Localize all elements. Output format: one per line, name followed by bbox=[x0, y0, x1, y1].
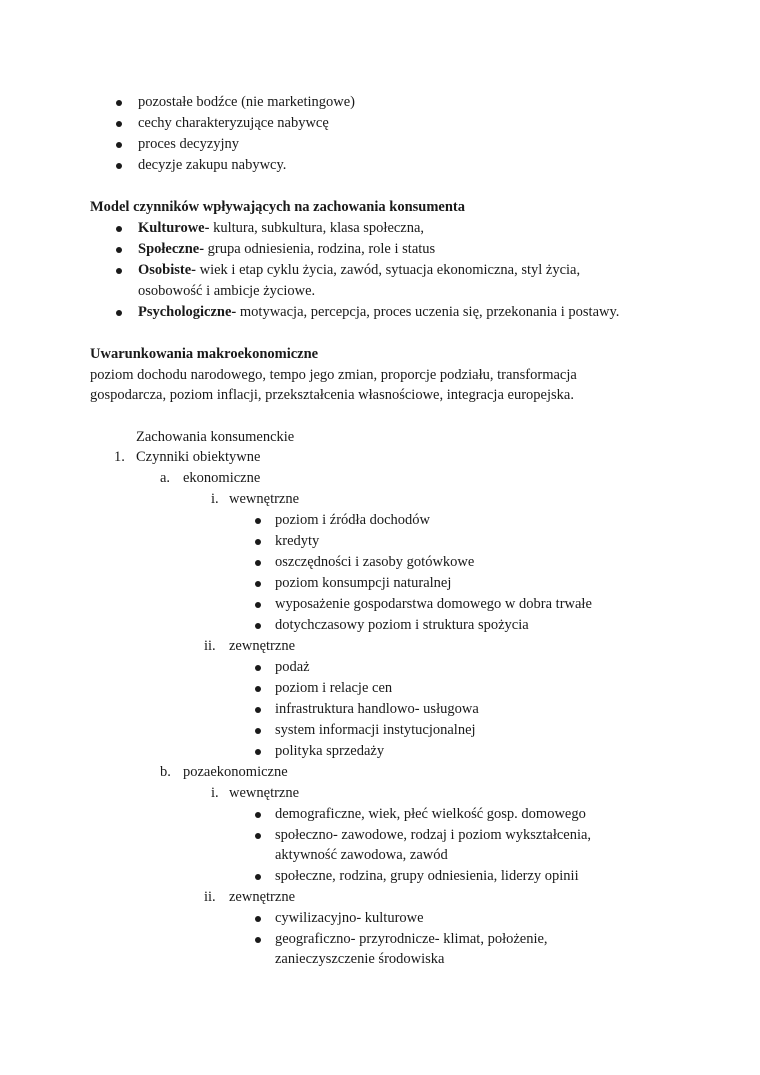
outline-level3-label: zewnętrzne bbox=[229, 638, 296, 654]
bullet-icon bbox=[255, 539, 261, 545]
model-item bbox=[138, 302, 619, 323]
bullet-icon bbox=[116, 247, 122, 253]
outline-roman: ii. bbox=[204, 638, 216, 654]
bullet-icon bbox=[116, 268, 122, 274]
macro-text: poziom dochodu narodowego, tempo jego zmian, proporcje podziału, transformacja bbox=[90, 367, 577, 383]
bullet-icon bbox=[255, 518, 261, 524]
outline-bullet-text: poziom i źródła dochodów bbox=[275, 512, 431, 528]
bullet-icon bbox=[255, 665, 261, 671]
bullet-icon bbox=[255, 749, 261, 755]
model-item-text: wiek i etap cyklu życia, zawód, sytuacja ekonomiczna, styl życia, bbox=[196, 262, 581, 278]
outline-roman: i. bbox=[211, 785, 219, 801]
outline-bullet-text: podaż bbox=[275, 659, 310, 675]
model-item-text: kultura, subkultura, klasa społeczna, bbox=[209, 220, 425, 236]
outline-roman: ii. bbox=[204, 889, 216, 905]
intro-bullet-text: decyzje zakupu nabywcy. bbox=[138, 157, 287, 173]
model-item-label: Kulturowe- bbox=[138, 220, 210, 236]
bullet-icon bbox=[255, 707, 261, 713]
outline-bullet-text: oszczędności i zasoby gotówkowe bbox=[275, 554, 475, 570]
outline-level3-label: wewnętrzne bbox=[229, 785, 300, 801]
model-item-label: Społeczne- bbox=[138, 241, 205, 257]
model-item bbox=[138, 260, 580, 281]
bullet-icon bbox=[116, 121, 122, 127]
outline-bullet-text: poziom i relacje cen bbox=[275, 680, 393, 696]
bullet-icon bbox=[116, 163, 122, 169]
outline-bullet-text: infrastruktura handlowo- usługowa bbox=[275, 701, 479, 717]
outline-letter: b. bbox=[160, 764, 171, 780]
bullet-icon bbox=[116, 142, 122, 148]
outline-bullet-text: kredyty bbox=[275, 533, 320, 549]
model-item-label: Osobiste- bbox=[138, 262, 196, 278]
model-item bbox=[138, 239, 435, 260]
outline-bullet-text: poziom konsumpcji naturalnej bbox=[275, 575, 452, 591]
model-item-text: motywacja, percepcja, proces uczenia się, przekonania i postawy. bbox=[236, 304, 620, 320]
model-item-continuation: osobowość i ambicje życiowe. bbox=[138, 283, 316, 299]
outline-bullet-text: społeczno- zawodowe, rodzaj i poziom wykształcenia, bbox=[275, 827, 592, 843]
bullet-icon bbox=[255, 937, 261, 943]
outline-level3-label: zewnętrzne bbox=[229, 889, 296, 905]
outline-bullet-text: dotychczasowy poziom i struktura spożycia bbox=[275, 617, 529, 633]
outline-bullet-text: cywilizacyjno- kulturowe bbox=[275, 910, 424, 926]
bullet-icon bbox=[255, 602, 261, 608]
bullet-icon bbox=[255, 623, 261, 629]
outline-level2-label: pozaekonomiczne bbox=[183, 764, 288, 780]
model-heading: Model czynników wpływających na zachowania konsumenta bbox=[90, 199, 466, 215]
model-item-label: Psychologiczne- bbox=[138, 304, 237, 320]
outline-number: 1. bbox=[114, 449, 125, 465]
outline-bullet-text: polityka sprzedaży bbox=[275, 743, 385, 759]
outline-title: Zachowania konsumenckie bbox=[136, 429, 295, 445]
macro-heading: Uwarunkowania makroekonomiczne bbox=[90, 346, 319, 362]
outline-level1-label: Czynniki obiektywne bbox=[136, 449, 261, 465]
outline-level2-label: ekonomiczne bbox=[183, 470, 261, 486]
model-item bbox=[138, 218, 424, 239]
bullet-icon bbox=[255, 581, 261, 587]
bullet-icon bbox=[116, 310, 122, 316]
outline-level3-label: wewnętrzne bbox=[229, 491, 300, 507]
bullet-icon bbox=[255, 560, 261, 566]
bullet-icon bbox=[255, 833, 261, 839]
outline-roman: i. bbox=[211, 491, 219, 507]
outline-letter: a. bbox=[160, 470, 171, 486]
outline-bullet-continuation: zanieczyszczenie środowiska bbox=[275, 951, 445, 967]
bullet-icon bbox=[255, 686, 261, 692]
bullet-icon bbox=[116, 100, 122, 106]
intro-bullet-text: cechy charakteryzujące nabywcę bbox=[138, 115, 329, 131]
bullet-icon bbox=[255, 874, 261, 880]
outline-bullet-text: demograficzne, wiek, płeć wielkość gosp. domowego bbox=[275, 806, 586, 822]
outline-bullet-text: społeczne, rodzina, grupy odniesienia, liderzy opinii bbox=[275, 868, 579, 884]
outline-bullet-text: geograficzno- przyrodnicze- klimat, położenie, bbox=[275, 931, 548, 947]
model-item-text: grupa odniesienia, rodzina, role i status bbox=[204, 241, 436, 257]
macro-text: gospodarcza, poziom inflacji, przekształcenia własnościowe, integracja europejska. bbox=[90, 387, 574, 403]
bullet-icon bbox=[255, 812, 261, 818]
outline-bullet-text: system informacji instytucjonalnej bbox=[275, 722, 476, 738]
outline-bullet-text: wyposażenie gospodarstwa domowego w dobra trwałe bbox=[275, 596, 592, 612]
intro-bullet-text: proces decyzyjny bbox=[138, 136, 240, 152]
intro-bullet-text: pozostałe bodźce (nie marketingowe) bbox=[138, 94, 356, 110]
bullet-icon bbox=[255, 916, 261, 922]
bullet-icon bbox=[116, 226, 122, 232]
outline-bullet-continuation: aktywność zawodowa, zawód bbox=[275, 847, 448, 863]
bullet-icon bbox=[255, 728, 261, 734]
